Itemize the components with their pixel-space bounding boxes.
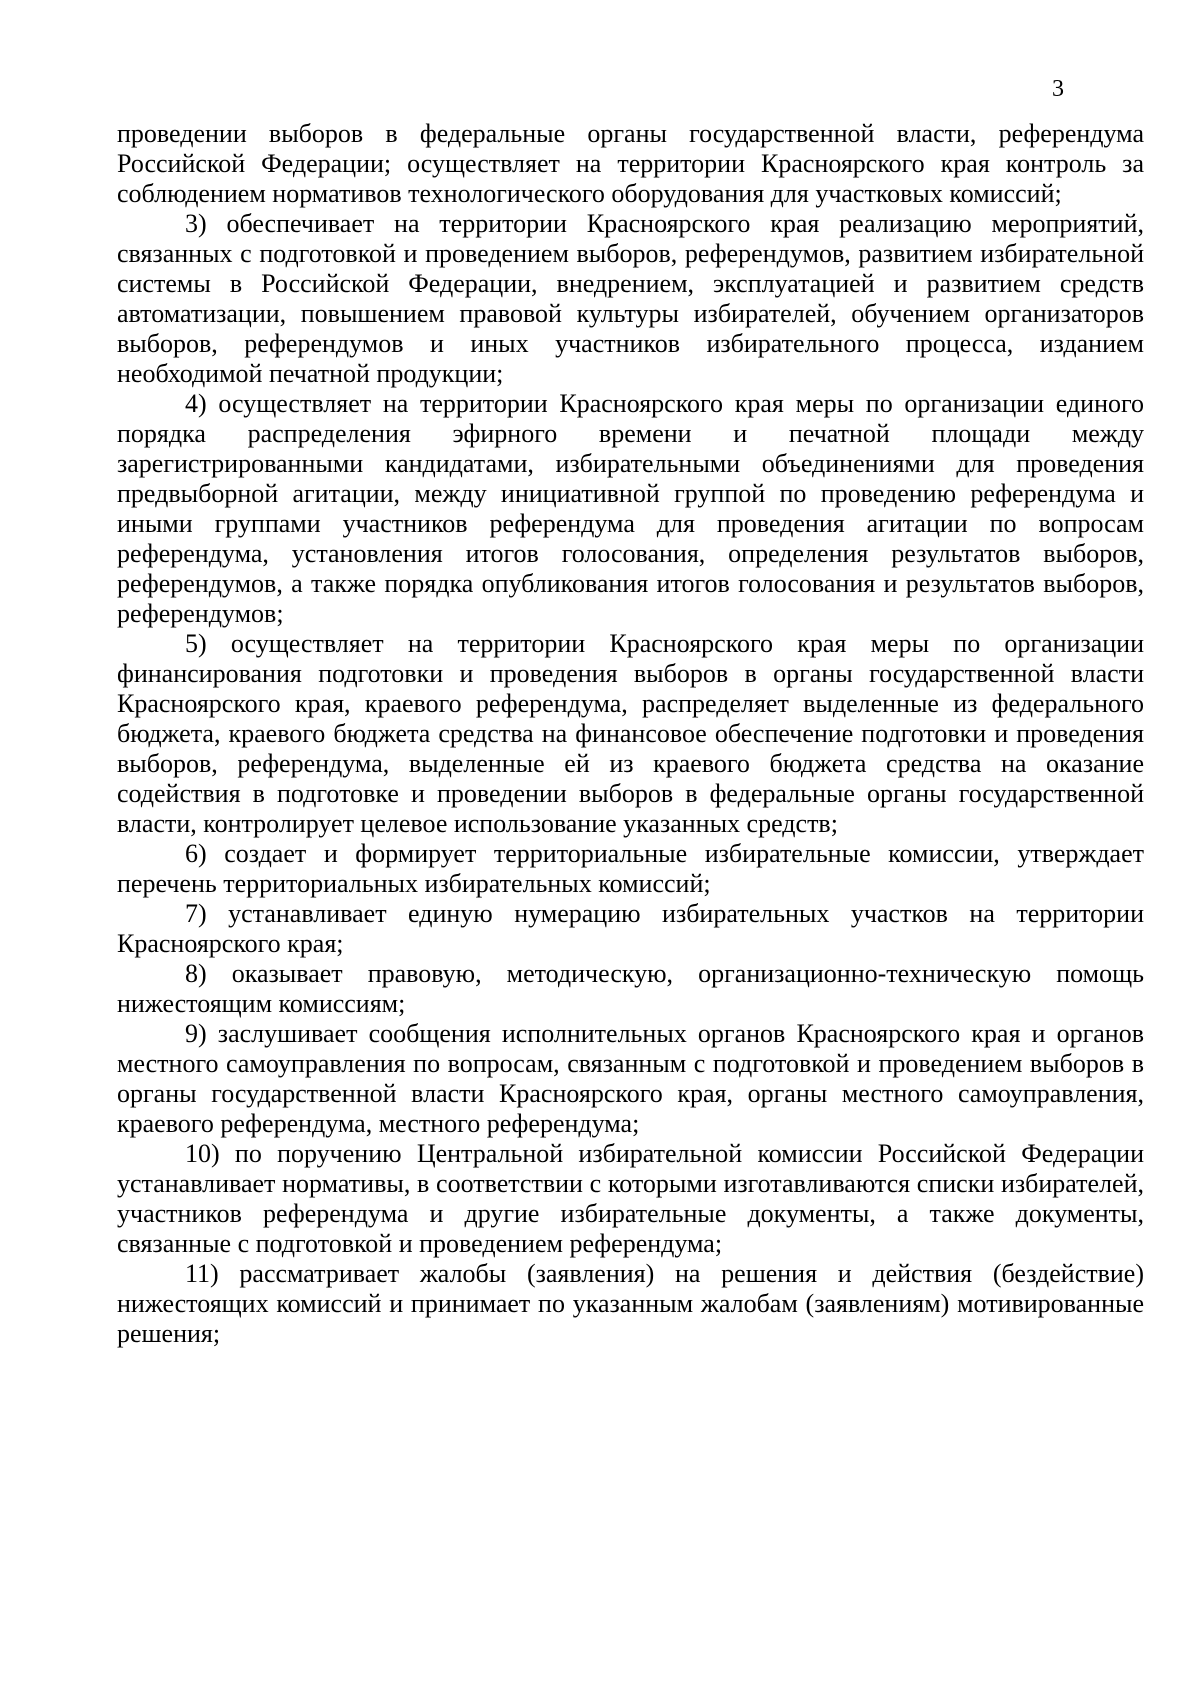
paragraph-item-9: 9) заслушивает сообщения исполнительных органов Красноярского края и органов местного самоуправления по вопросам, связанным с подготовкой и проведением выборов в органы государственной власти Красноярского края, органы местного самоуправления, краевого референдума, местного референдума; <box>117 1019 1144 1138</box>
paragraph-item-6: 6) создает и формирует территориальные избирательные комиссии, утверждает перечень территориальных избирательных комиссий; <box>117 839 1144 898</box>
paragraph-continuation: проведении выборов в федеральные органы государственной власти, референдума Российской Федерации; осуществляет на территории Красноярского края контроль за соблюдением нормативов технологического оборудования для участковых комиссий; <box>117 119 1144 208</box>
paragraph-item-11: 11) рассматривает жалобы (заявления) на решения и действия (бездействие) нижестоящих комиссий и принимает по указанным жалобам (заявлениям) мотивированные решения; <box>117 1259 1144 1348</box>
paragraph-item-4: 4) осуществляет на территории Красноярского края меры по организации единого порядка распределения эфирного времени и печатной площади между зарегистрированными кандидатами, избирательными объединениями для проведения предвыборной агитации, между инициативной группой по проведению референдума и иными группами участников референдума для проведения агитации по вопросам референдума, установления итогов голосования, определения результатов выборов, референдумов, а также порядка опубликования итогов голосования и результатов выборов, референдумов; <box>117 389 1144 628</box>
document-body <box>117 119 1144 1349</box>
paragraph-item-3: 3) обеспечивает на территории Красноярского края реализацию мероприятий, связанных с подготовкой и проведением выборов, референдумов, развитием избирательной системы в Российской Федерации, внедрением, эксплуатацией и развитием средств автоматизации, повышением правовой культуры избирателей, обучением организаторов выборов, референдумов и иных участников избирательного процесса, изданием необходимой печатной продукции; <box>117 209 1144 388</box>
page-number: 3 <box>1052 76 1064 102</box>
paragraph-item-8: 8) оказывает правовую, методическую, организационно-техническую помощь нижестоящим комиссиям; <box>117 959 1144 1018</box>
paragraph-item-7: 7) устанавливает единую нумерацию избирательных участков на территории Красноярского края; <box>117 899 1144 958</box>
paragraph-item-10: 10) по поручению Центральной избирательной комиссии Российской Федерации устанавливает нормативы, в соответствии с которыми изготавливаются списки избирателей, участников референдума и другие избирательные документы, а также документы, связанные с подготовкой и проведением референдума; <box>117 1139 1144 1258</box>
paragraph-item-5: 5) осуществляет на территории Красноярского края меры по организации финансирования подготовки и проведения выборов в органы государственной власти Красноярского края, краевого референдума, распределяет выделенные из федерального бюджета, краевого бюджета средства на финансовое обеспечение подготовки и проведения выборов, референдума, выделенные ей из краевого бюджета средства на оказание содействия в подготовке и проведении выборов в федеральные органы государственной власти, контролирует целевое использование указанных средств; <box>117 629 1144 838</box>
